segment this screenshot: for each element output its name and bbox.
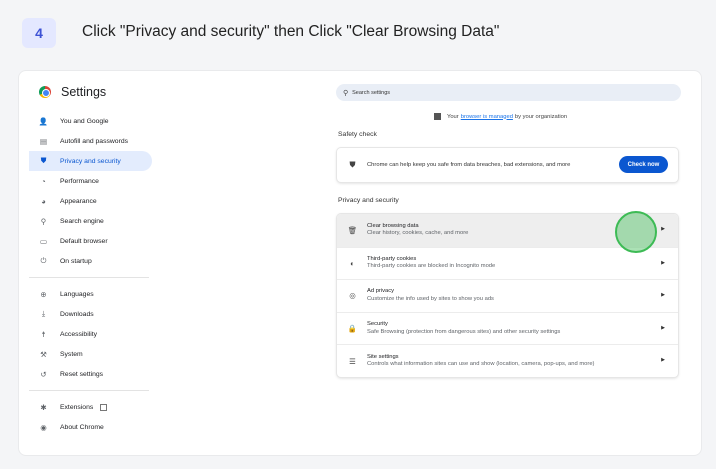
search-input[interactable] bbox=[352, 90, 652, 96]
row-title: Third-party cookies bbox=[367, 255, 417, 262]
sidebar-item-reset-settings[interactable] bbox=[29, 364, 152, 384]
sidebar-item-search-engine[interactable] bbox=[29, 211, 152, 231]
sidebar-item-you-and-google[interactable] bbox=[29, 111, 152, 131]
page-title: Settings bbox=[61, 85, 107, 99]
shield-icon: ⛊ bbox=[40, 156, 47, 165]
managed-text-before: Your bbox=[447, 113, 459, 120]
browser-managed-link[interactable]: browser is managed bbox=[460, 113, 513, 120]
chrome-icon: ◉ bbox=[40, 422, 47, 432]
click-target-indicator bbox=[615, 211, 657, 253]
shield-check-icon: ⛊ bbox=[349, 160, 356, 169]
chevron-right-icon: ▶ bbox=[661, 292, 665, 299]
external-link-icon bbox=[100, 404, 107, 411]
sidebar-item-appearance[interactable] bbox=[29, 191, 152, 211]
sidebar-item-default-browser[interactable] bbox=[29, 231, 152, 251]
sidebar-item-label: Downloads bbox=[60, 310, 94, 318]
sidebar-item-performance[interactable] bbox=[29, 171, 152, 191]
settings-window bbox=[18, 70, 702, 456]
clipboard-icon: ▤ bbox=[39, 136, 48, 146]
sidebar-item-label: Autofill and passwords bbox=[60, 137, 129, 145]
chrome-logo-icon bbox=[39, 86, 51, 98]
reset-icon: ↺ bbox=[40, 369, 47, 379]
sidebar-item-system[interactable] bbox=[29, 344, 152, 364]
row-subtitle: Safe Browsing (protection from dangerous sites) and other security settings bbox=[367, 328, 561, 335]
managed-notice bbox=[434, 113, 567, 120]
chevron-right-icon: ▶ bbox=[661, 259, 665, 266]
sidebar-item-label: Performance bbox=[60, 177, 99, 185]
palette-icon: ◕ bbox=[41, 196, 46, 206]
ad-privacy-row[interactable] bbox=[337, 279, 678, 312]
chevron-right-icon: ▶ bbox=[661, 226, 665, 232]
search-icon: ⚲ bbox=[343, 89, 349, 97]
search-bar[interactable] bbox=[336, 84, 681, 101]
row-title: Security bbox=[367, 321, 388, 328]
step-instruction: Click "Privacy and security" then Click "Clear Browsing Data" bbox=[82, 23, 500, 40]
safety-check-heading: Safety check bbox=[338, 131, 377, 138]
puzzle-icon: ✱ bbox=[40, 402, 47, 412]
sidebar-item-autofill[interactable] bbox=[29, 131, 152, 151]
search-icon: ⚲ bbox=[40, 216, 47, 226]
sidebar-item-label: Reset settings bbox=[60, 370, 104, 378]
download-icon: ⤓ bbox=[41, 309, 46, 318]
managed-text-after: by your organization bbox=[514, 113, 568, 120]
trash-icon: 🗑 bbox=[347, 225, 358, 235]
site-settings-row[interactable] bbox=[337, 344, 678, 377]
sidebar-item-extensions[interactable] bbox=[29, 397, 152, 417]
step-header bbox=[0, 0, 716, 64]
row-title: Site settings bbox=[367, 353, 399, 360]
safety-check-text: Chrome can help keep you safe from data breaches, bad extensions, and more bbox=[367, 162, 571, 168]
sidebar-item-label: Accessibility bbox=[60, 330, 98, 338]
sidebar-item-label: Appearance bbox=[60, 197, 97, 205]
check-now-button[interactable]: Check now bbox=[619, 156, 668, 173]
safety-check-card bbox=[337, 148, 678, 182]
sidebar-item-accessibility[interactable] bbox=[29, 324, 152, 344]
accessibility-icon: ☨ bbox=[41, 329, 46, 339]
sidebar-item-privacy-and-security[interactable] bbox=[29, 151, 152, 171]
wrench-icon: ⚒ bbox=[40, 349, 47, 359]
sidebar-divider bbox=[29, 277, 149, 278]
power-icon: ⏻ bbox=[40, 256, 47, 265]
chevron-right-icon: ▶ bbox=[661, 357, 665, 364]
privacy-section-heading: Privacy and security bbox=[338, 197, 399, 204]
sidebar-item-label: Languages bbox=[60, 290, 94, 298]
row-subtitle: Third-party cookies are blocked in Incognito mode bbox=[367, 263, 496, 270]
lock-icon: 🔒 bbox=[347, 324, 358, 334]
security-row[interactable] bbox=[337, 312, 678, 345]
sidebar-divider bbox=[29, 390, 149, 391]
sidebar-item-label: On startup bbox=[60, 257, 92, 265]
speedometer-icon: ◔ bbox=[41, 176, 46, 186]
globe-icon: ⊕ bbox=[40, 289, 47, 299]
sidebar-item-about-chrome[interactable] bbox=[29, 417, 152, 437]
settings-sidebar bbox=[29, 111, 152, 437]
row-subtitle: Customize the info used by sites to show you ads bbox=[367, 295, 494, 302]
sidebar-item-label: About Chrome bbox=[60, 423, 104, 431]
row-subtitle: Controls what information sites can use and show (location, camera, pop-ups, and more) bbox=[367, 361, 595, 368]
sidebar-item-label: Extensions bbox=[60, 403, 94, 411]
sidebar-item-label: Default browser bbox=[60, 237, 108, 245]
chevron-right-icon: ▶ bbox=[661, 324, 665, 331]
row-title: Clear browsing data bbox=[367, 222, 419, 229]
sliders-icon: ☰ bbox=[349, 356, 356, 366]
row-subtitle: Clear history, cookies, cache, and more bbox=[367, 230, 469, 237]
person-icon: 👤 bbox=[38, 116, 49, 126]
sidebar-item-downloads[interactable] bbox=[29, 304, 152, 324]
building-icon bbox=[434, 113, 441, 120]
sidebar-item-label: System bbox=[60, 350, 83, 358]
sidebar-item-label: Privacy and security bbox=[60, 157, 121, 165]
sidebar-item-label: You and Google bbox=[60, 117, 109, 125]
sidebar-item-on-startup[interactable] bbox=[29, 251, 152, 271]
row-title: Ad privacy bbox=[367, 288, 395, 295]
sidebar-item-label: Search engine bbox=[60, 217, 104, 225]
browser-icon: ▭ bbox=[39, 236, 48, 246]
third-party-cookies-row[interactable] bbox=[337, 247, 678, 280]
cookie-icon: ◐ bbox=[350, 258, 355, 268]
step-number-badge: 4 bbox=[22, 18, 56, 48]
sidebar-item-languages[interactable] bbox=[29, 284, 152, 304]
settings-brand bbox=[39, 85, 106, 99]
ad-privacy-icon: ◎ bbox=[349, 291, 356, 301]
